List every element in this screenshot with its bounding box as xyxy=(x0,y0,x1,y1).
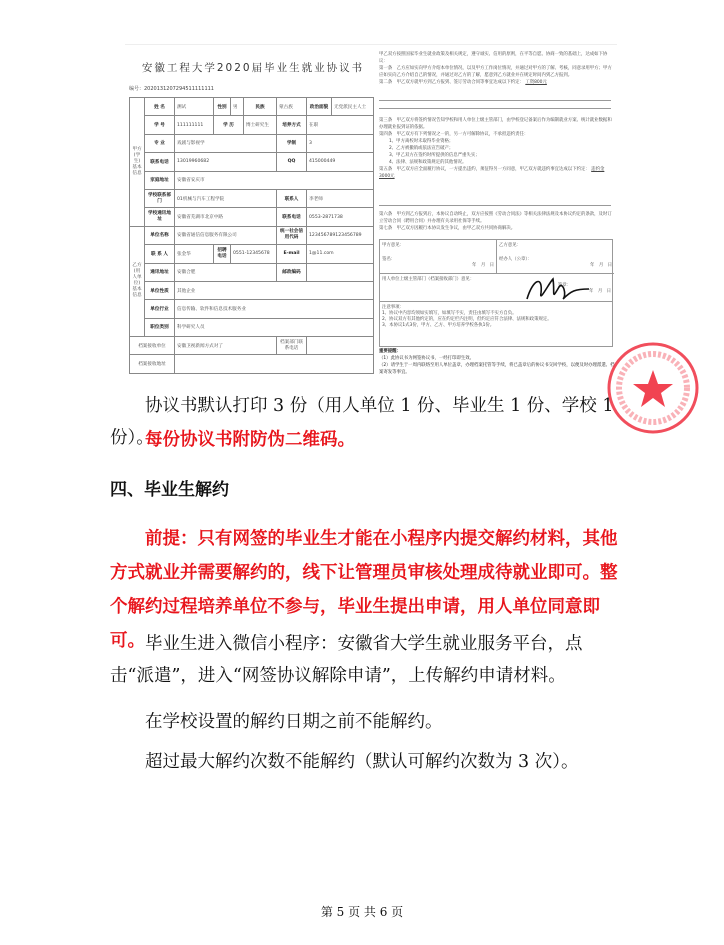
clause: 第二条 甲乙双方就甲方到乙方报到、签订劳动合同等事宜达成以下约定： xyxy=(379,80,524,85)
table-row xyxy=(130,281,374,299)
value: 安徽合肥 xyxy=(175,263,277,281)
label: 联系电话 xyxy=(277,208,307,226)
table-row xyxy=(130,245,374,263)
value: 0551-12345678 xyxy=(231,245,277,263)
note: 3、本协议1式3份，甲方、乙方、甲方培养学校各执1份。 xyxy=(382,323,495,328)
party-b-label: 乙方(用人单位)基本信息 xyxy=(130,226,145,336)
label: 单位名称 xyxy=(145,226,175,244)
label: 姓 名 xyxy=(145,98,175,116)
date-label: 年 月 日 xyxy=(590,263,612,268)
agreement-form-table xyxy=(129,97,374,374)
clause: 2、乙方被撤销或依法宣告破产； xyxy=(389,146,454,151)
label: 档案接收地址 xyxy=(130,355,175,373)
value: 男 xyxy=(231,98,244,116)
party-a-label: 甲方(学生)基本信息 xyxy=(130,98,145,227)
label: 民族 xyxy=(244,98,277,116)
reminder: （1）此协议书为网签协议书，一经打印即生效。 xyxy=(379,356,474,361)
agreement-image xyxy=(125,44,617,376)
value: 123456789123456789 xyxy=(307,226,374,244)
superior-opinion: 用人单位上级主管部门（档案接收部门）意见： xyxy=(382,277,475,282)
table-row xyxy=(130,116,374,134)
table-row xyxy=(130,153,374,171)
label: 学制 xyxy=(277,134,307,152)
clause: 4、法律、法规和政策规定的其他情况。 xyxy=(389,160,467,165)
label: 档案接收单位 xyxy=(130,337,175,355)
value: 111111111 xyxy=(175,116,214,134)
value: 戏剧与影视学 xyxy=(175,134,277,152)
label: 统一社会信用代码 xyxy=(277,226,307,244)
table-row xyxy=(130,318,374,336)
clause: 第六条 甲方到乙方报到后，本协议自动终止，双方应按照《劳动合同法》等相关法律法规及本协议约定的条款，及时订立劳动合同（聘用合同）并办理有关录用社保等手续。 xyxy=(379,212,612,224)
table-row xyxy=(130,208,374,226)
value: 张金华 xyxy=(175,245,214,263)
label: 邮政编码 xyxy=(277,263,307,281)
value: 安徽省通信信息服务有限公司 xyxy=(175,226,277,244)
label: 单位行业 xyxy=(145,300,175,318)
table-row xyxy=(130,355,374,373)
label: 家庭地址 xyxy=(145,171,175,189)
agreement-title: 安徽工程大学2020届毕业生就业协议书 xyxy=(141,62,365,74)
value: 安徽省安庆市 xyxy=(175,171,374,189)
value: 3 xyxy=(307,134,374,152)
agreement-clauses-3 xyxy=(379,211,615,232)
table-row xyxy=(130,337,374,355)
label: 学 历 xyxy=(214,116,244,134)
clause: 第三条 甲乙双方将签约情况告知学校和用人单位上级主管部门，由学校登记备案后作为编制就业方案、统计就业数据和办理就业报到证的依据。 xyxy=(379,118,612,130)
value: 0553-2871738 xyxy=(307,208,374,226)
value: 测试 xyxy=(175,98,214,116)
agreement-clauses-2 xyxy=(379,117,615,180)
reminders xyxy=(379,348,615,376)
table-row xyxy=(130,134,374,152)
value xyxy=(307,263,374,281)
party-b-opinion: 乙方意见： xyxy=(499,243,521,248)
clause: 1、甲方离校时未取得毕业资格； xyxy=(389,139,454,144)
value: 无党派民主人士 xyxy=(332,98,374,116)
agreement-number: 编号：2020131207294511111111 xyxy=(129,86,214,92)
table-row xyxy=(130,226,374,244)
clause-value: 工资800元 xyxy=(525,80,547,85)
label: 联系电话 xyxy=(145,153,175,171)
value: 其他企业 xyxy=(175,281,374,299)
value: 科学研究人员 xyxy=(175,318,374,336)
note: 2、协议双方有其他约定的，应在约定栏内注明，但约定应符合法律、法规和政策规定。 xyxy=(382,317,552,322)
page-footer: 第 5 页 共 6 页 xyxy=(320,905,404,919)
clause: 3、甲乙双方在签约时所提供的信息严重失实； xyxy=(389,153,480,158)
seal-label: 签章： xyxy=(557,283,571,288)
label: 联系人 xyxy=(277,189,307,207)
label: E-mail xyxy=(277,245,307,263)
value: 李老师 xyxy=(307,189,374,207)
value: 在职 xyxy=(307,116,374,134)
value: 安徽省芜湖市北京中路 xyxy=(175,208,277,226)
note: 1、协议中内容均须如实填写，如填写不实，责任由填写不实方自负。 xyxy=(382,311,517,316)
reminder-title: 重要提醒： xyxy=(379,349,401,354)
table-row xyxy=(130,189,374,207)
table-row xyxy=(130,171,374,189)
table-row xyxy=(130,300,374,318)
red-premise: 前提：只有网签的毕业生才能在小程序内提交解约材料，其他方式就业并需要解约的，线下让管理员审核处理成待就业即可。整个解约过程培养单位不参与，毕业生提出申请，用人单位同意即可。 xyxy=(110,529,618,651)
table-row xyxy=(130,263,374,281)
signature-icon xyxy=(523,273,593,307)
label: 学校联系部门 xyxy=(145,189,175,207)
paragraph: 协议书默认打印 3 份（用人单位 1 份、毕业生 1 份、学校 1 份）。 xyxy=(110,396,614,448)
table-row xyxy=(130,98,374,116)
clause: 甲乙双方按照国家毕业生就业政策及相关规定，遵守诚实、信用的原则，在平等自愿、协商一致的基础上，达成如下协议： xyxy=(379,52,608,64)
sign-label: 签名： xyxy=(382,257,396,262)
value: 蒙古族 xyxy=(277,98,307,116)
label: 联 系 人 xyxy=(145,245,175,263)
label: 学校通讯地址 xyxy=(145,208,175,226)
paragraph: 超过最大解约次数不能解约（默认可解约次数为 3 次）。 xyxy=(145,752,579,772)
value: 415000449 xyxy=(307,153,374,171)
label: 档案部门联系电话 xyxy=(277,337,307,355)
value: 13019960682 xyxy=(175,153,277,171)
agreement-clauses xyxy=(379,51,615,86)
paragraph: 在学校设置的解约日期之前不能解约。 xyxy=(145,712,443,732)
label: 学 号 xyxy=(145,116,175,134)
clause-value: 违约金3000元 xyxy=(379,167,605,179)
value: 安徽卫视新闻方式对了 xyxy=(175,337,277,355)
value: 1@11.com xyxy=(307,245,374,263)
label: 招聘电话 xyxy=(214,245,231,263)
label: QQ xyxy=(277,153,307,171)
label: 单位性质 xyxy=(145,281,175,299)
label: 政治面貌 xyxy=(307,98,332,116)
label: 通讯地址 xyxy=(145,263,175,281)
clause: 第七条 甲乙双方因履行本协议发生争议，由甲乙双方共同协商解决。 xyxy=(379,226,516,231)
paragraph: 毕业生进入微信小程序：安徽省大学生就业服务平台，点击“派遣”，进入“网签协议解除申请”，上传解约申请材料。 xyxy=(110,634,583,686)
clause: 第四条 甲乙双方有下列情况之一的，另一方可解除协议，不承担违约责任： xyxy=(379,132,529,137)
label: 性别 xyxy=(214,98,231,116)
value xyxy=(175,355,374,373)
label: 培养方式 xyxy=(277,116,307,134)
section-heading: 四、毕业生解约 xyxy=(110,480,229,500)
clause: 第五条 甲乙双方应全面履行协议，一方提出违约，须征得另一方同意，甲乙双方就违约事宜达成以下约定： xyxy=(379,167,590,172)
handler-label: 经办人（公章）： xyxy=(499,257,532,262)
value xyxy=(307,337,374,355)
value: 信息传输、软件和信息技术服务业 xyxy=(175,300,374,318)
label: 专 业 xyxy=(145,134,175,152)
value: 01机械与汽车工程学院 xyxy=(175,189,277,207)
value: 博士研究生 xyxy=(244,116,277,134)
date-label: 年 月 日 xyxy=(472,263,494,268)
clause: 第一条 乙方应如实向甲方介绍本单位情况，以及甲方工作岗位情况，并通过对甲方的了解、考核，同意录用甲方；甲方应如实向乙方介绍自己的情况，并通过对乙方的了解，愿意到乙方就业并在规定时间内到乙方报到。 xyxy=(379,66,612,78)
party-a-opinion: 甲方意见： xyxy=(382,243,404,248)
label: 职位类别 xyxy=(145,318,175,336)
red-notice: 每份协议书附防伪二维码。 xyxy=(145,430,355,450)
reminder: （2）请学生于一周内联络至用人单位盖章，办理档案托管等手续，将已盖章后的协议书交回学校，以便及时办理派遣、档案寄发等事宜。 xyxy=(379,363,615,375)
date-label: 年 月 日 xyxy=(589,289,611,294)
notes-title: 注意事项： xyxy=(382,305,404,310)
